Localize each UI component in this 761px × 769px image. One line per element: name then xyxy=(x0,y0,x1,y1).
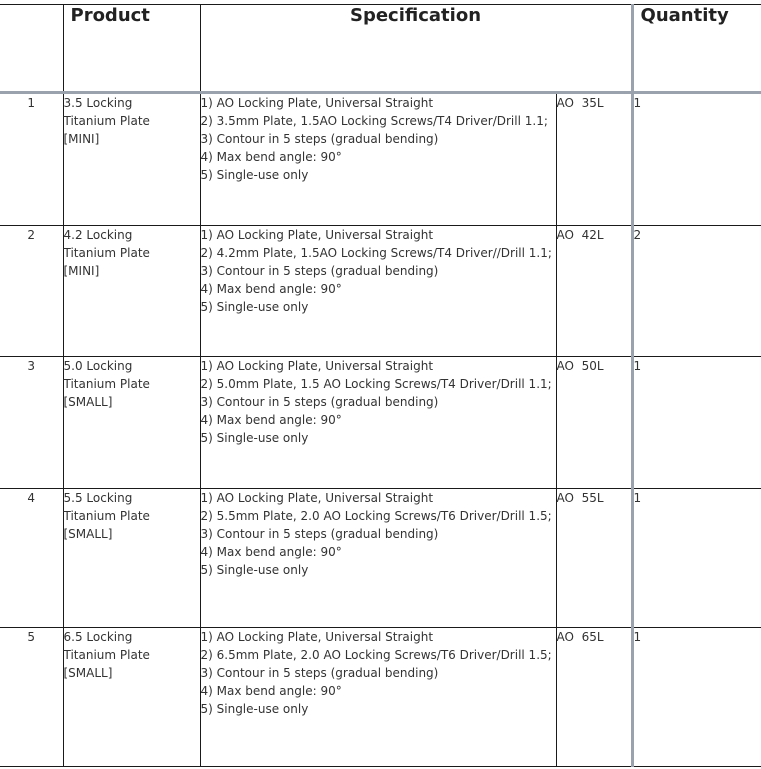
product-code: AO 50L xyxy=(556,357,632,489)
quantity-cell: 1 xyxy=(632,357,761,489)
table-row xyxy=(0,489,761,628)
header-specification: Specification xyxy=(200,5,632,93)
row-index: 3 xyxy=(0,357,63,489)
product-name-line: 6.5 Locking xyxy=(63,630,133,644)
product-name-line: 5.0 Locking xyxy=(63,359,133,373)
table-row xyxy=(0,357,761,489)
specification-line: 4) Max bend angle: 90° xyxy=(200,282,342,296)
product-cell xyxy=(63,489,200,628)
specification-cell xyxy=(200,489,556,628)
specification-line: 5) Single-use only xyxy=(200,431,309,445)
row-index: 5 xyxy=(0,628,63,767)
product-cell xyxy=(63,357,200,489)
table-row xyxy=(0,93,761,226)
product-code: AO 35L xyxy=(556,93,632,226)
table-row xyxy=(0,226,761,357)
product-name-line: Titanium Plate xyxy=(63,246,150,260)
specification-cell xyxy=(200,93,556,226)
specification-line: 3) Contour in 5 steps (gradual bending) xyxy=(200,666,439,680)
quantity-cell: 2 xyxy=(632,226,761,357)
specification-line: 1) AO Locking Plate, Universal Straight xyxy=(200,491,434,505)
product-name-line: 4.2 Locking xyxy=(63,228,133,242)
product-name-line: [SMALL] xyxy=(63,527,113,541)
specification-line: 1) AO Locking Plate, Universal Straight xyxy=(200,359,434,373)
table-row xyxy=(0,628,761,767)
specification-line: 3) Contour in 5 steps (gradual bending) xyxy=(200,264,439,278)
product-name-line: Titanium Plate xyxy=(63,114,150,128)
quantity-cell: 1 xyxy=(632,93,761,226)
specification-line: 4) Max bend angle: 90° xyxy=(200,684,342,698)
quantity-cell: 1 xyxy=(632,628,761,767)
product-cell xyxy=(63,226,200,357)
specification-line: 4) Max bend angle: 90° xyxy=(200,545,342,559)
header-index xyxy=(0,5,63,93)
product-code: AO 55L xyxy=(556,489,632,628)
specification-line: 5) Single-use only xyxy=(200,300,309,314)
header-product: Product xyxy=(63,5,200,93)
product-code: AO 65L xyxy=(556,628,632,767)
specification-cell xyxy=(200,226,556,357)
product-name-line: Titanium Plate xyxy=(63,377,150,391)
product-name-line: 5.5 Locking xyxy=(63,491,133,505)
product-cell xyxy=(63,93,200,226)
product-name-line: [MINI] xyxy=(63,132,100,146)
header-quantity: Quantity xyxy=(632,5,761,93)
specification-line: 1) AO Locking Plate, Universal Straight xyxy=(200,228,434,242)
specification-line: 3) Contour in 5 steps (gradual bending) xyxy=(200,395,439,409)
product-name-line: Titanium Plate xyxy=(63,509,150,523)
specification-line: 4) Max bend angle: 90° xyxy=(200,413,342,427)
specification-cell xyxy=(200,357,556,489)
specification-cell xyxy=(200,628,556,767)
specification-line: 2) 6.5mm Plate, 2.0 AO Locking Screws/T6 Driver/Drill 1.5; xyxy=(200,648,552,662)
row-index: 4 xyxy=(0,489,63,628)
product-name-line: [SMALL] xyxy=(63,395,113,409)
specification-line: 2) 5.0mm Plate, 1.5 AO Locking Screws/T4 Driver/Drill 1.1; xyxy=(200,377,552,391)
specification-line: 5) Single-use only xyxy=(200,563,309,577)
product-cell xyxy=(63,628,200,767)
specification-line: 5) Single-use only xyxy=(200,702,309,716)
specification-line: 2) 3.5mm Plate, 1.5AO Locking Screws/T4 Driver/Drill 1.1; xyxy=(200,114,548,128)
product-name-line: [MINI] xyxy=(63,264,100,278)
row-index: 1 xyxy=(0,93,63,226)
specification-line: 2) 5.5mm Plate, 2.0 AO Locking Screws/T6 Driver/Drill 1.5; xyxy=(200,509,552,523)
specification-line: 3) Contour in 5 steps (gradual bending) xyxy=(200,527,439,541)
row-index: 2 xyxy=(0,226,63,357)
quantity-cell: 1 xyxy=(632,489,761,628)
product-name-line: Titanium Plate xyxy=(63,648,150,662)
product-spec-table xyxy=(0,4,761,767)
specification-line: 1) AO Locking Plate, Universal Straight xyxy=(200,96,434,110)
header-row xyxy=(0,5,761,93)
product-name-line: [SMALL] xyxy=(63,666,113,680)
specification-line: 2) 4.2mm Plate, 1.5AO Locking Screws/T4 Driver//Drill 1.1; xyxy=(200,246,552,260)
specification-line: 4) Max bend angle: 90° xyxy=(200,150,342,164)
product-name-line: 3.5 Locking xyxy=(63,96,133,110)
specification-line: 1) AO Locking Plate, Universal Straight xyxy=(200,630,434,644)
product-code: AO 42L xyxy=(556,226,632,357)
specification-line: 3) Contour in 5 steps (gradual bending) xyxy=(200,132,439,146)
specification-line: 5) Single-use only xyxy=(200,168,309,182)
